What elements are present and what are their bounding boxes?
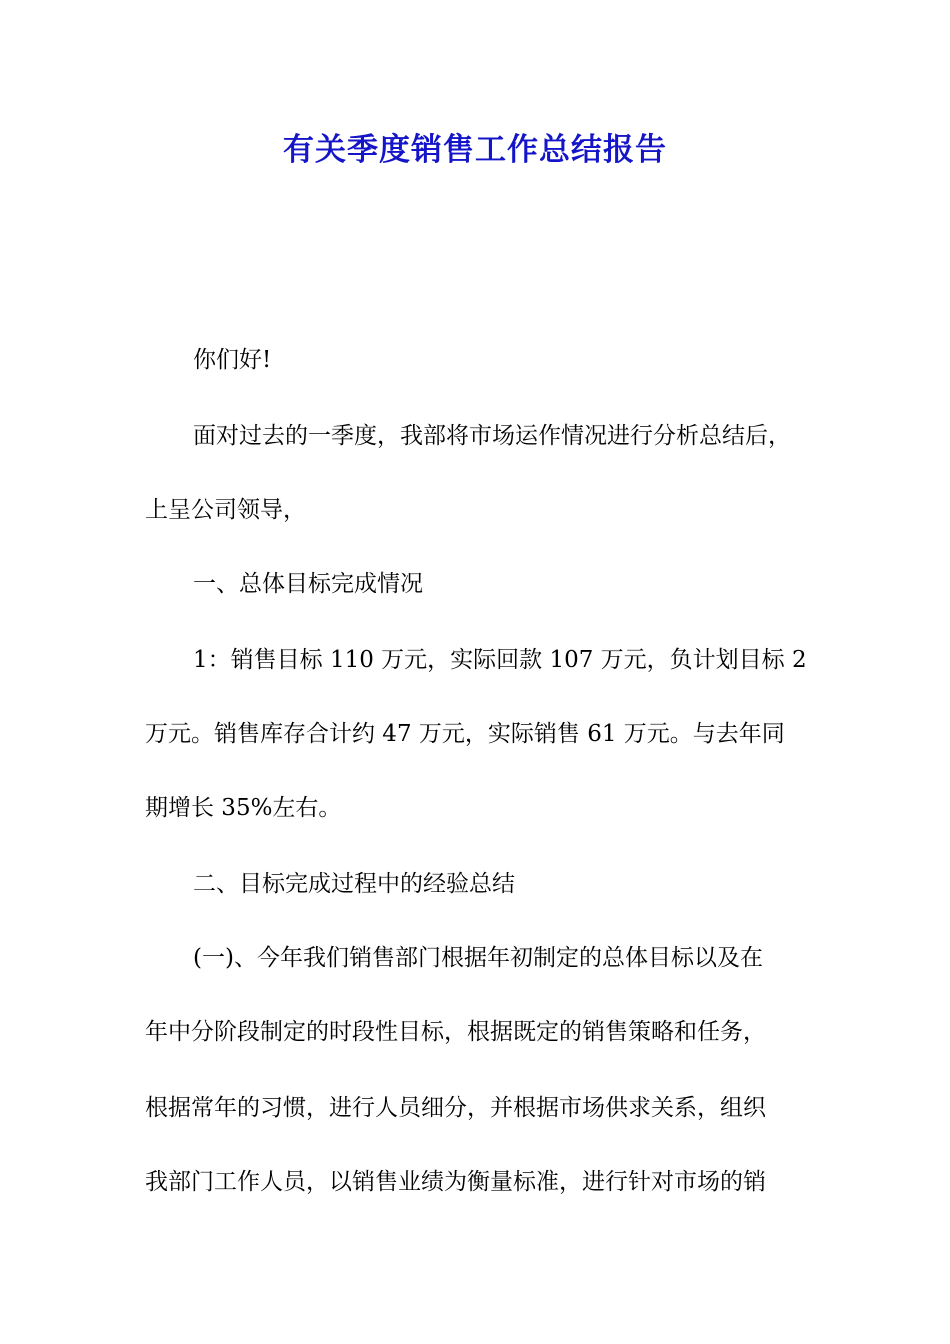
- paragraph-line: 期增长 35%左右。: [145, 795, 342, 821]
- paragraph-line: 万元。销售库存合计约 47 万元，实际销售 61 万元。与去年同: [145, 721, 785, 747]
- greeting-line: 你们好!: [193, 347, 272, 373]
- section-heading: 二、目标完成过程中的经验总结: [193, 871, 515, 897]
- paragraph-line: 年中分阶段制定的时段性目标，根据既定的销售策略和任务，: [145, 1019, 766, 1045]
- paragraph-line: 根据常年的习惯，进行人员细分，并根据市场供求关系，组织: [145, 1095, 766, 1121]
- document-title: 有关季度销售工作总结报告: [283, 132, 667, 168]
- paragraph-line: (一)、今年我们销售部门根据年初制定的总体目标以及在: [193, 945, 763, 971]
- paragraph-line: 1：销售目标 110 万元，实际回款 107 万元，负计划目标 2: [193, 647, 807, 673]
- paragraph-line: 上呈公司领导，: [145, 497, 306, 523]
- paragraph-line: 面对过去的一季度，我部将市场运作情况进行分析总结后，: [193, 423, 791, 449]
- paragraph-line: 我部门工作人员，以销售业绩为衡量标准，进行针对市场的销: [145, 1169, 766, 1195]
- section-heading: 一、总体目标完成情况: [193, 571, 423, 597]
